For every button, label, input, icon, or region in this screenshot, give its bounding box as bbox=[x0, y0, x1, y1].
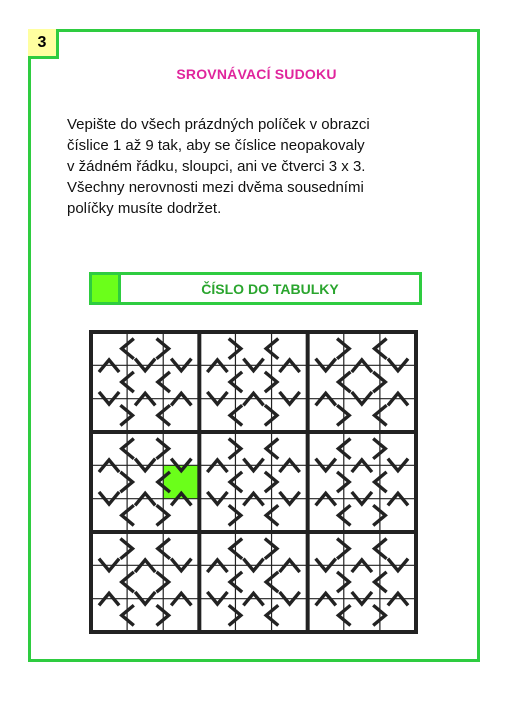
sudoku-cell[interactable] bbox=[127, 499, 163, 532]
instructions bbox=[67, 114, 447, 219]
answer-bar bbox=[89, 272, 422, 305]
sudoku-cell[interactable] bbox=[127, 432, 163, 465]
sudoku-cell[interactable] bbox=[127, 332, 163, 365]
answer-input-cell[interactable] bbox=[92, 275, 121, 302]
sudoku-cell[interactable] bbox=[380, 532, 416, 565]
instructions-line: číslice 1 až 9 tak, aby se číslice neopakovaly bbox=[67, 137, 365, 154]
sudoku-cell[interactable] bbox=[308, 532, 344, 565]
sudoku-board bbox=[87, 328, 420, 636]
sudoku-cell[interactable] bbox=[91, 532, 127, 565]
sudoku-cell[interactable] bbox=[163, 399, 199, 432]
sudoku-cell[interactable] bbox=[235, 399, 271, 432]
instructions-line: v žádném řádku, sloupci, ani ve čtverci 3 x 3. bbox=[67, 158, 366, 175]
sudoku-cell[interactable] bbox=[308, 399, 344, 432]
instructions-line: políčky musíte dodržet. bbox=[67, 200, 222, 217]
sudoku-cell[interactable] bbox=[163, 532, 199, 565]
sudoku-cell[interactable] bbox=[91, 465, 127, 498]
instructions-line: Všechny nerovnosti mezi dvěma sousedními bbox=[67, 179, 364, 196]
sudoku-cell[interactable] bbox=[380, 332, 416, 365]
sudoku-cell[interactable] bbox=[344, 365, 380, 398]
page-number: 3 bbox=[28, 29, 59, 59]
sudoku-cell[interactable] bbox=[380, 399, 416, 432]
instructions-line: Vepište do všech prázdných políček v obrazci bbox=[67, 116, 370, 133]
puzzle-title: SROVNÁVACÍ SUDOKU bbox=[176, 66, 337, 82]
sudoku-cell[interactable] bbox=[308, 332, 344, 365]
sudoku-cell[interactable] bbox=[127, 565, 163, 598]
sudoku-cell[interactable] bbox=[272, 565, 308, 598]
sudoku-cell[interactable] bbox=[235, 532, 271, 565]
sudoku-grid bbox=[87, 328, 420, 636]
answer-label: ČÍSLO DO TABULKY bbox=[201, 280, 339, 297]
